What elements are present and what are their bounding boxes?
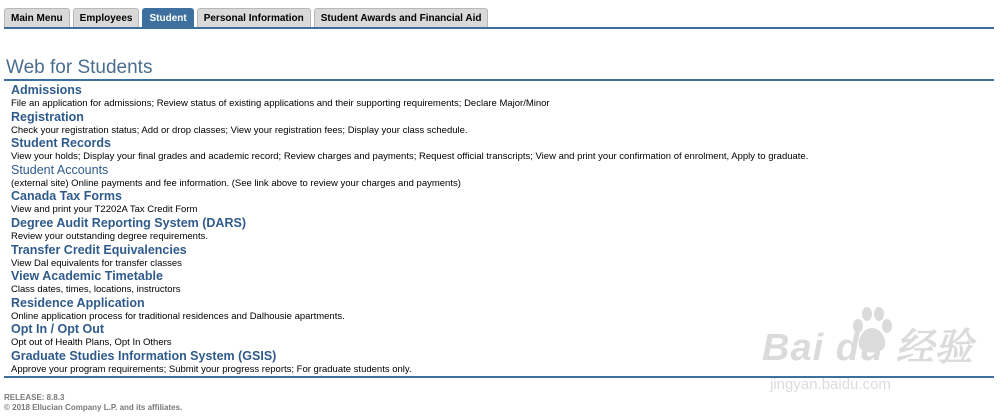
- gsis-description: Approve your program requirements; Submit your progress reports; For graduate students only.: [11, 363, 412, 375]
- residence-application-link[interactable]: Residence Application: [11, 295, 145, 310]
- admissions-description: File an application for admissions; Review status of existing applications and their supporting requirements; Declare Major/Minor: [11, 98, 550, 109]
- watermark-logo-text: Bai du 经验: [762, 327, 974, 369]
- dars-link[interactable]: Degree Audit Reporting System (DARS): [11, 215, 246, 230]
- menu-item-canada-tax-forms: [11, 189, 808, 216]
- residence-application-description: Online application process for traditional residences and Dalhousie apartments.: [11, 310, 345, 322]
- watermark-url: jingyan.baidu.com: [770, 376, 891, 393]
- menu-item-opt-in-out: [11, 322, 808, 349]
- tab-student[interactable]: Student: [142, 8, 193, 27]
- canada-tax-forms-link[interactable]: Canada Tax Forms: [11, 189, 122, 204]
- opt-in-out-description: Opt out of Health Plans, Opt In Others: [11, 337, 172, 349]
- opt-in-out-link[interactable]: Opt In / Opt Out: [11, 322, 105, 337]
- registration-description: Check your registration status; Add or drop classes; View your registration fees; Display your class schedule.: [11, 124, 468, 136]
- admissions-link[interactable]: Admissions: [11, 83, 82, 97]
- menu-item-admissions: [11, 83, 808, 110]
- tab-bar-divider: [4, 27, 994, 29]
- menu-item-registration: [11, 110, 808, 137]
- tab-personal-information[interactable]: Personal Information: [197, 8, 311, 27]
- transfer-credit-link[interactable]: Transfer Credit Equivalencies: [11, 242, 187, 257]
- student-accounts-link[interactable]: Student Accounts: [11, 162, 109, 177]
- menu-item-dars: [11, 216, 808, 243]
- menu-item-transfer-credit: [11, 243, 808, 270]
- baidu-watermark: [762, 300, 990, 400]
- release-version: RELEASE: 8.8.3: [4, 393, 65, 402]
- student-menu: [11, 83, 808, 376]
- academic-timetable-description: Class dates, times, locations, instructors: [11, 284, 181, 296]
- student-records-link[interactable]: Student Records: [11, 136, 112, 151]
- student-records-description: View your holds; Display your final grades and academic record; Review charges and payments; Request official transcripts; View and print your confirmation of enrolment, Apply to graduate.: [11, 151, 809, 163]
- student-accounts-description: (external site) Online payments and fee information. (See link above to review your charges and payments): [11, 177, 461, 189]
- gsis-link[interactable]: Graduate Studies Information System (GSIS): [11, 348, 277, 363]
- tab-bar: [4, 8, 488, 27]
- title-divider: [4, 79, 994, 81]
- page-title: Web for Students: [6, 57, 153, 78]
- transfer-credit-description: View Dal equivalents for transfer classes: [11, 257, 182, 269]
- menu-item-gsis: [11, 349, 808, 376]
- menu-item-student-records: [11, 136, 808, 163]
- menu-item-academic-timetable: [11, 269, 808, 296]
- menu-item-student-accounts: [11, 163, 808, 190]
- copyright-notice: © 2018 Ellucian Company L.P. and its affiliates.: [4, 403, 183, 412]
- academic-timetable-link[interactable]: View Academic Timetable: [11, 269, 163, 284]
- tab-employees[interactable]: Employees: [73, 8, 140, 27]
- menu-item-residence-application: [11, 296, 808, 323]
- tab-main-menu[interactable]: Main Menu: [4, 8, 70, 27]
- registration-link[interactable]: Registration: [11, 109, 84, 124]
- tab-student-awards-financial-aid[interactable]: Student Awards and Financial Aid: [314, 8, 489, 27]
- dars-description: Review your outstanding degree requirements.: [11, 230, 208, 242]
- canada-tax-forms-description: View and print your T2202A Tax Credit Form: [11, 204, 198, 216]
